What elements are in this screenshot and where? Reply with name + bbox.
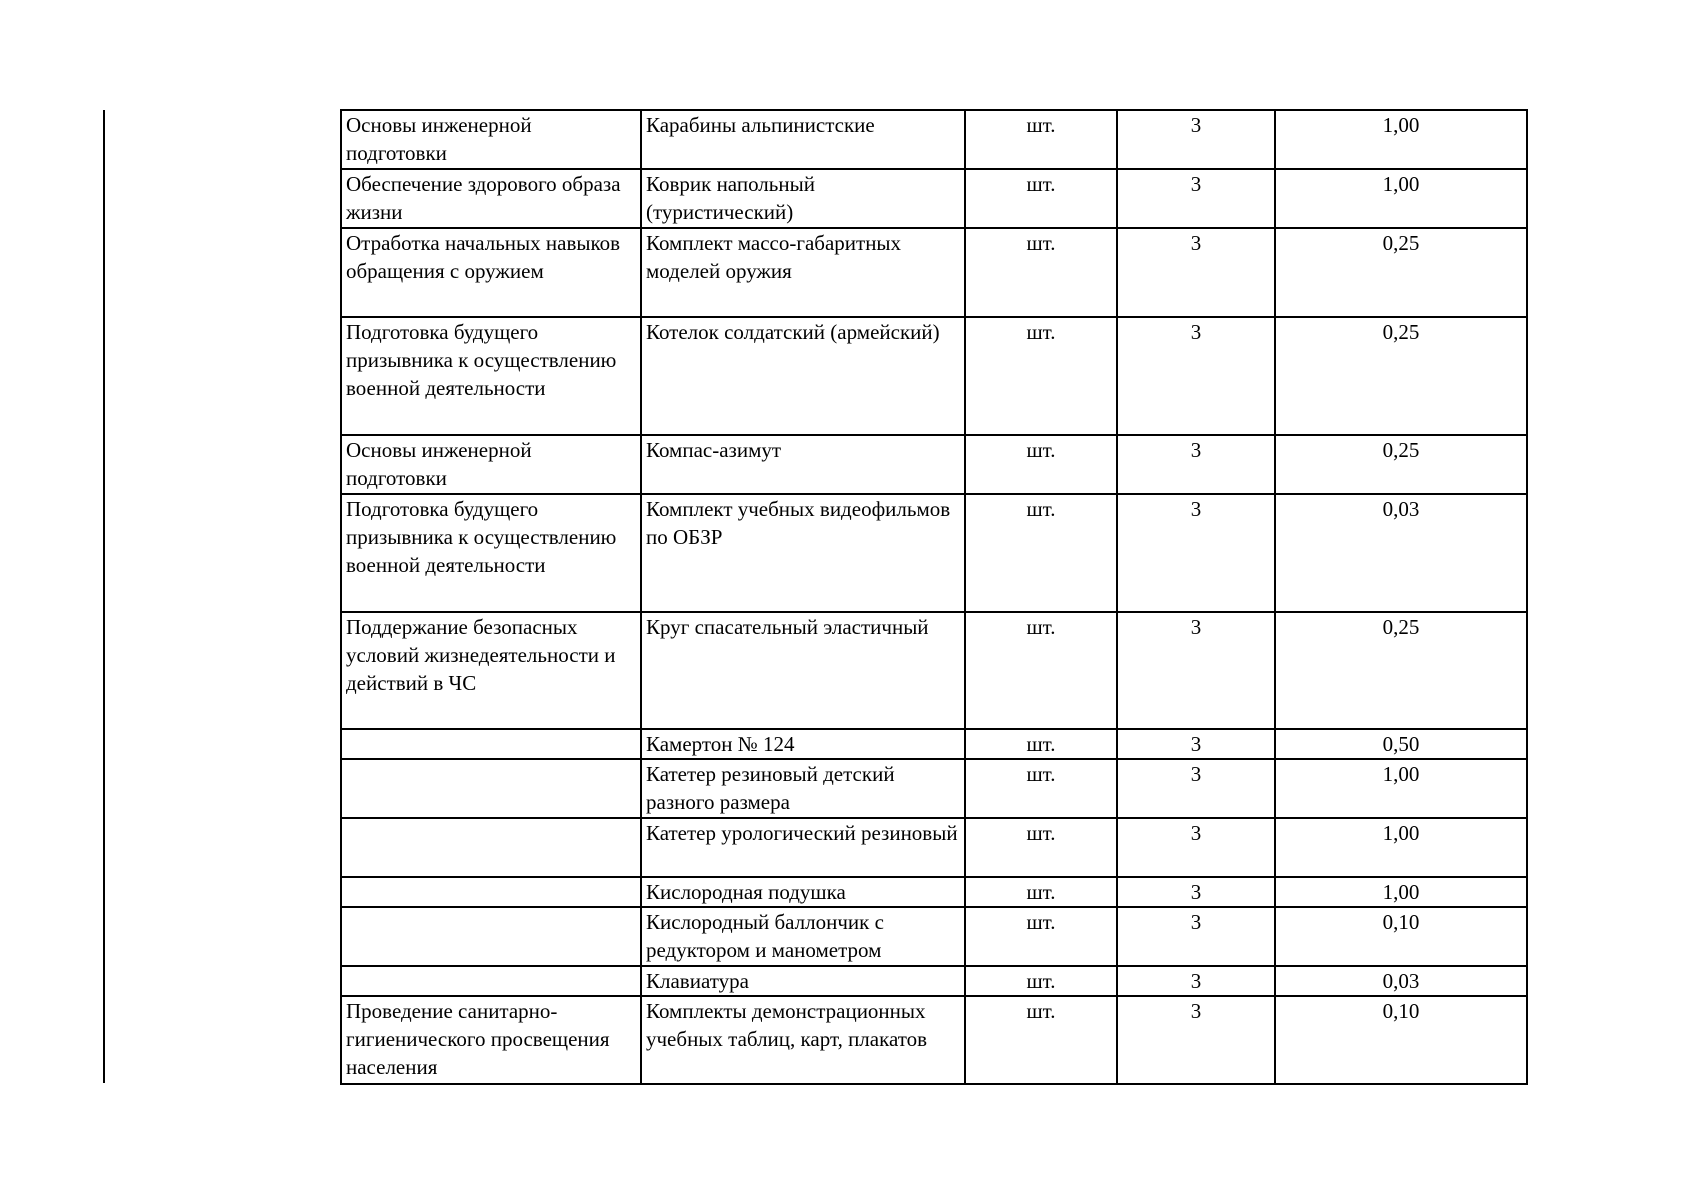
- activity-cell: Поддержание безопасных условий жизнедеятельности и действий в ЧС: [341, 612, 641, 729]
- item-cell: Комплект массо-габаритных моделей оружия: [641, 228, 965, 317]
- class-cell: 3: [1117, 759, 1275, 818]
- table-row: [341, 759, 1527, 818]
- item-cell: Катетер резиновый детский разного размера: [641, 759, 965, 818]
- class-cell: 3: [1117, 435, 1275, 494]
- table-row: [341, 818, 1527, 877]
- unit-cell: шт.: [965, 729, 1117, 759]
- item-cell: Кислородный баллончик с редуктором и манометром: [641, 907, 965, 966]
- unit-cell: шт.: [965, 612, 1117, 729]
- quantity-cell: 0,25: [1275, 612, 1527, 729]
- quantity-cell: 0,10: [1275, 907, 1527, 966]
- activity-cell: Основы инженерной подготовки: [341, 435, 641, 494]
- table-row: [341, 966, 1527, 996]
- item-cell: Котелок солдатский (армейский): [641, 317, 965, 435]
- class-cell: 3: [1117, 818, 1275, 877]
- table-row: [341, 435, 1527, 494]
- item-cell: Карабины альпинистские: [641, 110, 965, 169]
- unit-cell: шт.: [965, 996, 1117, 1084]
- class-cell: 3: [1117, 494, 1275, 612]
- table-row: [341, 228, 1527, 317]
- unit-cell: шт.: [965, 907, 1117, 966]
- class-cell: 3: [1117, 612, 1275, 729]
- quantity-cell: 1,00: [1275, 818, 1527, 877]
- quantity-cell: 0,03: [1275, 494, 1527, 612]
- item-cell: Компас-азимут: [641, 435, 965, 494]
- item-cell: Комплект учебных видеофильмов по ОБЗР: [641, 494, 965, 612]
- activity-cell: Обеспечение здорового образа жизни: [341, 169, 641, 228]
- item-cell: Коврик напольный (туристический): [641, 169, 965, 228]
- unit-cell: шт.: [965, 759, 1117, 818]
- page-margin-line: [103, 110, 105, 1083]
- quantity-cell: 0,25: [1275, 228, 1527, 317]
- quantity-cell: 1,00: [1275, 877, 1527, 907]
- activity-cell: Подготовка будущего призывника к осуществлению военной деятельности: [341, 494, 641, 612]
- unit-cell: шт.: [965, 228, 1117, 317]
- item-cell: Клавиатура: [641, 966, 965, 996]
- quantity-cell: 1,00: [1275, 169, 1527, 228]
- activity-cell: [341, 907, 641, 966]
- item-cell: Камертон № 124: [641, 729, 965, 759]
- unit-cell: шт.: [965, 110, 1117, 169]
- table-row: [341, 110, 1527, 169]
- activity-cell: [341, 729, 641, 759]
- activity-cell: [341, 818, 641, 877]
- item-cell: Круг спасательный эластичный: [641, 612, 965, 729]
- unit-cell: шт.: [965, 317, 1117, 435]
- item-cell: Комплекты демонстрационных учебных таблиц, карт, плакатов: [641, 996, 965, 1084]
- activity-cell: Подготовка будущего призывника к осуществлению военной деятельности: [341, 317, 641, 435]
- unit-cell: шт.: [965, 494, 1117, 612]
- class-cell: 3: [1117, 169, 1275, 228]
- class-cell: 3: [1117, 877, 1275, 907]
- table-row: [341, 907, 1527, 966]
- quantity-cell: 0,03: [1275, 966, 1527, 996]
- quantity-cell: 0,25: [1275, 435, 1527, 494]
- quantity-cell: 0,50: [1275, 729, 1527, 759]
- unit-cell: шт.: [965, 877, 1117, 907]
- table-row: [341, 612, 1527, 729]
- class-cell: 3: [1117, 228, 1275, 317]
- unit-cell: шт.: [965, 818, 1117, 877]
- activity-cell: Основы инженерной подготовки: [341, 110, 641, 169]
- unit-cell: шт.: [965, 169, 1117, 228]
- activity-cell: [341, 966, 641, 996]
- quantity-cell: 0,10: [1275, 996, 1527, 1084]
- class-cell: 3: [1117, 996, 1275, 1084]
- item-cell: Кислородная подушка: [641, 877, 965, 907]
- table-row: [341, 494, 1527, 612]
- activity-cell: [341, 877, 641, 907]
- unit-cell: шт.: [965, 966, 1117, 996]
- class-cell: 3: [1117, 317, 1275, 435]
- table-row: [341, 996, 1527, 1084]
- table-row: [341, 317, 1527, 435]
- activity-cell: [341, 759, 641, 818]
- table-row: [341, 169, 1527, 228]
- equipment-table: [340, 109, 1528, 1085]
- activity-cell: Проведение санитарно-гигиенического просвещения населения: [341, 996, 641, 1084]
- item-cell: Катетер урологический резиновый: [641, 818, 965, 877]
- quantity-cell: 1,00: [1275, 759, 1527, 818]
- class-cell: 3: [1117, 729, 1275, 759]
- class-cell: 3: [1117, 907, 1275, 966]
- table-row: [341, 877, 1527, 907]
- quantity-cell: 1,00: [1275, 110, 1527, 169]
- class-cell: 3: [1117, 966, 1275, 996]
- table-row: [341, 729, 1527, 759]
- unit-cell: шт.: [965, 435, 1117, 494]
- quantity-cell: 0,25: [1275, 317, 1527, 435]
- activity-cell: Отработка начальных навыков обращения с оружием: [341, 228, 641, 317]
- class-cell: 3: [1117, 110, 1275, 169]
